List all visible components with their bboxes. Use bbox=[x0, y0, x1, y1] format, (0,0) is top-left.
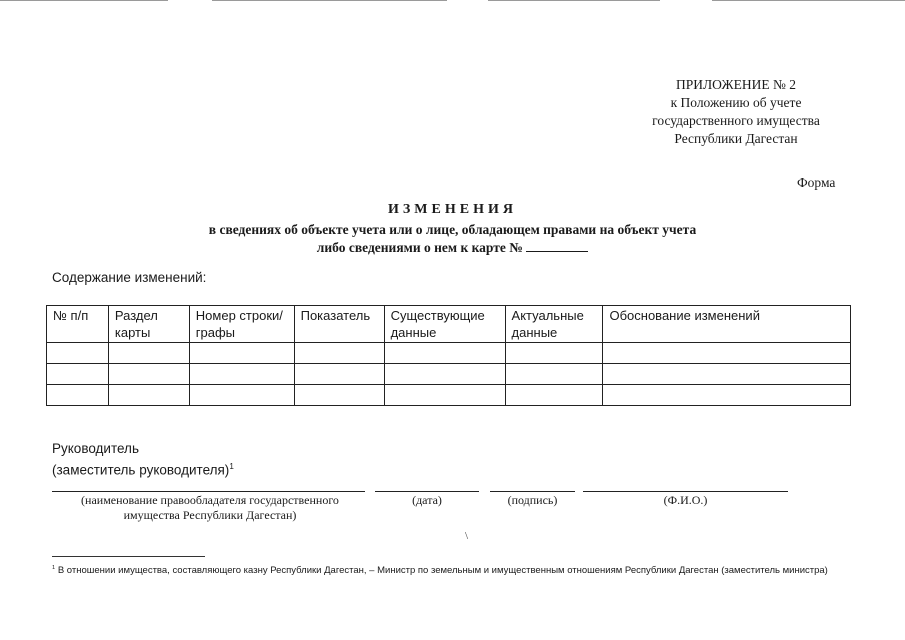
table-cell bbox=[384, 343, 505, 364]
table-cell bbox=[384, 364, 505, 385]
table-cell bbox=[505, 385, 603, 406]
appendix-number: ПРИЛОЖЕНИЕ № 2 bbox=[675, 77, 797, 92]
table-cell bbox=[189, 364, 294, 385]
deputy-title bbox=[52, 458, 234, 480]
scan-edge-line bbox=[488, 0, 660, 1]
table-cell bbox=[47, 385, 109, 406]
table-cell bbox=[505, 364, 603, 385]
head-title: Руководитель bbox=[52, 441, 139, 456]
table-cell bbox=[294, 364, 384, 385]
card-number-blank bbox=[526, 239, 588, 252]
table-cell bbox=[47, 364, 109, 385]
table-cell bbox=[189, 385, 294, 406]
scan-edge-line bbox=[212, 0, 447, 1]
footnote-rule bbox=[52, 556, 205, 557]
table-cell bbox=[189, 343, 294, 364]
sign-signature-line bbox=[490, 491, 575, 492]
head-signature-label bbox=[52, 440, 234, 480]
table-cell bbox=[384, 385, 505, 406]
table-cell bbox=[603, 364, 851, 385]
table-cell bbox=[108, 385, 189, 406]
appendix-line: государственного имущества bbox=[652, 113, 820, 128]
footnote-marker: 1 bbox=[229, 462, 234, 471]
changes-table bbox=[46, 305, 851, 406]
deputy-title-text: (заместитель руководителя) bbox=[52, 462, 230, 478]
fio-signature-line bbox=[583, 491, 788, 492]
table-cell bbox=[294, 385, 384, 406]
table-cell bbox=[294, 343, 384, 364]
date-caption: (дата) bbox=[412, 493, 442, 507]
column-header: Номер строки/графы bbox=[189, 306, 294, 343]
holder-signature-line bbox=[52, 491, 365, 492]
fio-caption: (Ф.И.О.) bbox=[663, 493, 708, 507]
column-header: Раздел карты bbox=[108, 306, 189, 343]
table-cell bbox=[505, 343, 603, 364]
date-signature-line bbox=[375, 491, 479, 492]
footnote bbox=[52, 562, 852, 577]
table-row bbox=[47, 385, 851, 406]
content-label: Содержание изменений: bbox=[52, 270, 207, 285]
subtitle-line-text: либо сведениями о нем к карте № bbox=[316, 240, 523, 255]
holder-caption: (наименование правообладателя государственного имущества Республики Дагестан) bbox=[81, 493, 339, 522]
table-cell bbox=[47, 343, 109, 364]
sign-caption: (подпись) bbox=[507, 493, 558, 507]
scan-speck: \ bbox=[465, 530, 469, 542]
appendix-line: к Положению об учете bbox=[670, 95, 802, 110]
table-cell bbox=[603, 385, 851, 406]
subtitle-line: в сведениях об объекте учета или о лице, обладающем правами на объект учета bbox=[208, 222, 697, 237]
document-title: ИЗМЕНЕНИЯ bbox=[388, 202, 517, 217]
table-cell bbox=[108, 364, 189, 385]
footnote-marker: 1 bbox=[52, 565, 56, 571]
scan-edge-line bbox=[0, 0, 168, 1]
scan-edge-line bbox=[712, 0, 905, 1]
column-header: Показатель bbox=[294, 306, 384, 343]
subtitle-line bbox=[120, 239, 785, 257]
column-header: Существующие данные bbox=[384, 306, 505, 343]
table-row bbox=[47, 343, 851, 364]
footnote-text: В отношении имущества, составляющего казну Республики Дагестан, – Министр по земельным и имущественным отношениям Республики Дагестан (заместитель министра) bbox=[57, 565, 828, 577]
table-cell bbox=[603, 343, 851, 364]
document-subtitle bbox=[120, 221, 785, 257]
column-header: Обоснование изменений bbox=[603, 306, 851, 343]
table-header-row bbox=[47, 306, 851, 343]
column-header: Актуальные данные bbox=[505, 306, 603, 343]
appendix-line: Республики Дагестан bbox=[674, 131, 798, 146]
column-header: № п/п bbox=[47, 306, 109, 343]
form-label: Форма bbox=[797, 175, 836, 190]
table-cell bbox=[108, 343, 189, 364]
table-row bbox=[47, 364, 851, 385]
appendix-block bbox=[618, 76, 854, 148]
